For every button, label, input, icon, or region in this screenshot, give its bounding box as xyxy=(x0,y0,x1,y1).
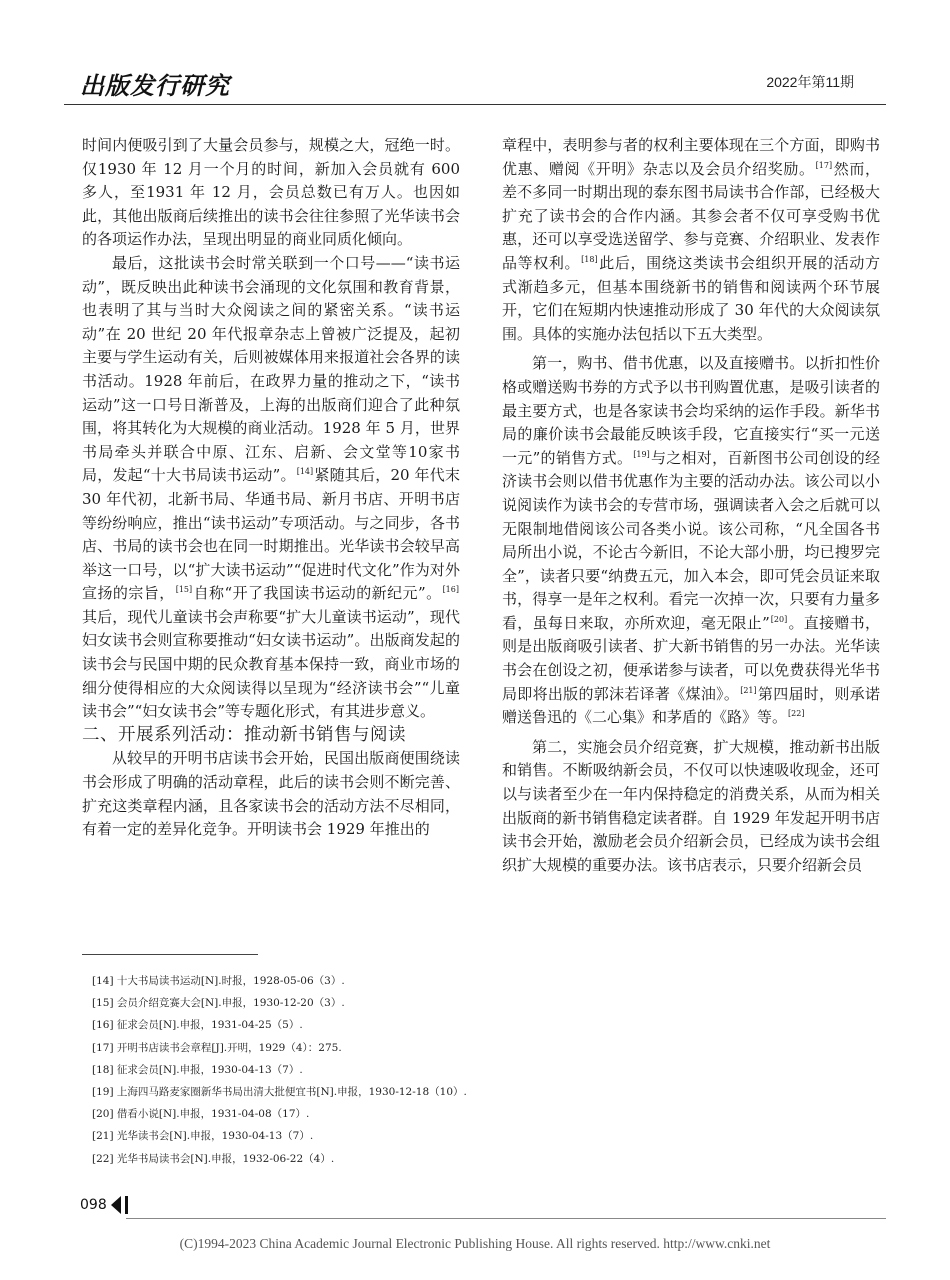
footnote-rule xyxy=(82,954,258,955)
paragraph-text: 章程中，表明参与者的权利主要体现在三个方面，即购书优惠、赠阅《开明》杂志以及会员介绍奖励。 xyxy=(502,136,880,178)
bottom-rule xyxy=(126,1218,886,1219)
paragraph-text: 其后，现代儿童读书会声称要“扩大儿童读书运动”，现代妇女读书会则宣称要推动“妇女读书运动”。出版商发起的读书会与民国中期的民众教育基本保持一致，商业市场的细分使得相应的大众阅读得以呈现为“经济读书会”“儿童读书会”“妇女读书会”等专题化形式，有其进步意义。 xyxy=(82,607,460,721)
page-arrow-icon xyxy=(111,1196,121,1214)
journal-title: 出版发行研究 xyxy=(80,72,230,100)
paragraph-text: 然而，差不多同一时期出现的泰东图书局读书合作部，已经极大扩充了读书会的合作内涵。其参会者不仅可享受购书优惠，还可以享受选送留学、参与竞赛、介绍职业、发表作品等权利。 xyxy=(502,159,880,272)
paragraph xyxy=(502,352,880,730)
paragraph-text: 时间内便吸引到了大量会员参与，规模之大，冠绝一时。仅1930 年 12 月一个月的时间，新加入会员就有 600 多人，至1931 年 12 月，会员总数已有万人。也因如此，其他出版商后续推出的读书会往往参照了光华读书会的各项运作办法，呈现出明显的商业同质化倾向。 xyxy=(82,136,460,249)
page-number-text: 098 xyxy=(80,1197,107,1213)
citation-ref[interactable]: [15] xyxy=(175,585,193,595)
citation-ref[interactable]: [22] xyxy=(788,709,805,719)
page-bar-icon xyxy=(125,1196,128,1214)
paragraph-text: 最后，这批读书会时常关联到一个口号——“读书运动”，既反映出此种读书会涌现的文化氛围和教育背景，也表明了其与当时大众阅读之间的紧密关系。“读书运动”在 20 世纪 20 年代报章杂志上曾被广泛提及，起初主要与学生运动有关，后则被媒体用来报道社会各界的读书活动。1928 年前后，在政界力量的推动之下，“读书运动”这一口号日渐普及，上海的出版商们迎合了此种氛围，将其转化为大规模的商业活动。1928 年 5 月，世界书局牵头并联合中原、江东、启新、会文堂等10家书局，发起“十大书局读书运动”。 xyxy=(82,253,460,485)
paragraph xyxy=(502,736,880,878)
paragraph-text: 此后，围绕这类读书会组织开展的活动方式渐趋多元，但基本围绕新书的销售和阅读两个环节展开，它们在短期内快速推动形成了 30 年代的大众阅读氛围。具体的实施办法包括以下五大类型。 xyxy=(502,253,880,343)
paragraph-text: 第一，购书、借书优惠，以及直接赠书。以折扣性价格或赠送购书券的方式予以书刊购置优惠，是吸引读者的最主要方式，也是各家读书会均采纳的运作手段。新华书局的廉价读书会最能反映该手段，它直接实行“买一元送一元”的销售方式。 xyxy=(502,354,880,467)
issue-label: 2022年第11期 xyxy=(766,74,854,90)
citation-ref[interactable]: [14] xyxy=(296,467,314,477)
copyright-notice: (C)1994-2023 China Academic Journal Electronic Publishing House. All rights reserved. http://www.cnki.net xyxy=(179,1236,771,1251)
paragraph-text: 自称“开了我国读书运动的新纪元”。 xyxy=(193,584,442,603)
paragraph xyxy=(82,134,460,252)
footnote: [15] 会员介绍竞赛大会[N].申报，1930-12-20（3）. xyxy=(92,997,345,1010)
citation-ref[interactable]: [20] xyxy=(770,614,788,624)
footnote: [22] 光华书局读书会[N].申报，1932-06-22（4）. xyxy=(92,1152,335,1165)
section-heading: 二、开展系列活动：推动新书销售与阅读 xyxy=(82,724,406,745)
paragraph-text: 。直接赠书，则是出版商吸引读者、扩大新书销售的另一办法。光华读书会在创设之初，便承诺参与读者，可以免费获得光华书局即将出版的郭沫若译著《煤油》。 xyxy=(502,613,880,703)
citation-ref[interactable]: [16] xyxy=(442,585,459,595)
citation-ref[interactable]: [19] xyxy=(633,449,650,459)
right-column xyxy=(502,134,880,877)
paragraph-text: 与之相对，百新图书公司创设的经济读书会则以借书优惠作为主要的活动办法。该公司以小说阅读作为读书会的专营市场，强调读者入会之后就可以无限制地借阅该公司各类小说。该公司称，“凡全国各书局所出小说，不论古今新旧，不论大部小册，均已搜罗完全”，读者只要“纳费五元，加入本会，即可凭会员证来取书，得享一是年之权利。看完一次掉一次，只要有力量多看，虽每日来取，亦所欢迎，毫无限止” xyxy=(502,448,880,632)
footnote: [17] 开明书店读书会章程[J].开明，1929（4）：275. xyxy=(92,1041,342,1054)
paragraph-text: 紧随其后，20 年代末 30 年代初，北新书局、华通书局、新月书店、开明书店等纷纷响应，推出“读书运动”专项活动。与之同步，各书店、书局的读书会也在同一时期推出。光华读书会较早高举这一口号，以“扩大读书运动”“促进时代文化”作为对外宣扬的宗旨， xyxy=(82,466,460,603)
page-number xyxy=(80,1196,128,1214)
left-column xyxy=(82,134,460,842)
citation-ref[interactable]: [17] xyxy=(815,160,833,170)
header-rule xyxy=(64,104,886,105)
paragraph xyxy=(82,252,460,724)
footnote: [19] 上海四马路麦家圈新华书局出清大批便宜书[N].申报，1930-12-18（10）. xyxy=(92,1086,467,1099)
footnote: [14] 十大书局读书运动[N].时报，1928-05-06（3）. xyxy=(92,975,345,987)
paragraph-text: 第二，实施会员介绍竞赛，扩大规模，推动新书出版和销售。不断吸纳新会员，不仅可以快速吸收现金，还可以与读者至少在一年内保持稳定的消费关系，从而为相关出版商的新书销售稳定读者群。自 1929 年发起开明书店读书会开始，激励老会员介绍新会员，已经成为读书会组织扩大规模的重要办法。该书店表示，只要介绍新会员 xyxy=(502,737,880,874)
footnote: [20] 借看小说[N].申报，1931-04-08（17）. xyxy=(92,1108,310,1121)
footnote: [18] 征求会员[N].申报，1930-04-13（7）. xyxy=(92,1063,303,1076)
paragraph xyxy=(502,134,880,346)
paragraph-text: 第四届时，则承诺赠送鲁迅的《二心集》和茅盾的《路》等。 xyxy=(502,684,880,727)
paragraph xyxy=(82,747,460,841)
citation-ref[interactable]: [21] xyxy=(740,685,757,695)
citation-ref[interactable]: [18] xyxy=(581,254,598,264)
footnote: [16] 征求会员[N].申报，1931-04-25（5）. xyxy=(92,1019,303,1032)
footnotes xyxy=(92,970,792,1170)
paragraph-text: 从较早的开明书店读书会开始，民国出版商便围绕读书会形成了明确的活动章程，此后的读书会则不断完善、扩充这类章程内涵，且各家读书会的活动方法不尽相同，有着一定的差异化竞争。开明读书会 1929 年推出的 xyxy=(82,749,460,839)
footnote: [21] 光华读书会[N].申报，1930-04-13（7）. xyxy=(92,1130,314,1143)
